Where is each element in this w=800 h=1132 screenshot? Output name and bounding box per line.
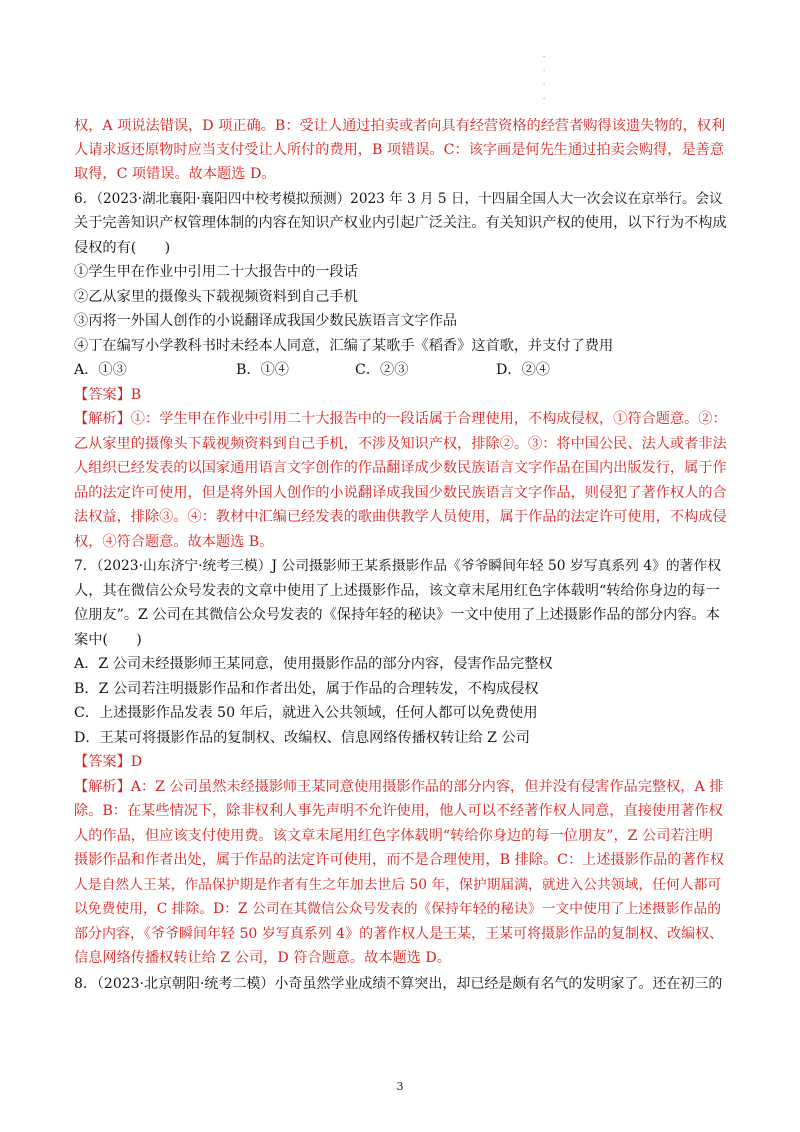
q6-stem-line-2: 关于完善知识产权管理体制的内容在知识产权业内引起广泛关注。有关知识产权的使用，以下行为不构成 [74,215,727,231]
q6-stem-line-3: 侵权的有( ) [74,240,171,256]
q7-option-b: B．Z 公司若注明摄影作品和作者出处，属于作品的合理转发，不构成侵权 [74,681,539,697]
q6-analysis-line-2: 乙从家里的摄像头下载视频资料到自己手机，不涉及知识产权，排除②。③：将中国公民、法人或者非法 [74,436,727,452]
q6-analysis-line-4: 品的法定许可使用，但是将外国人创作的小说翻译成我国少数民族语言文字作品，则侵犯了著作权人的合 [74,485,727,501]
q6-analysis-line-6: 权，④符合题意。故本题选 B。 [74,534,274,550]
q6-item-3: ③丙将一外国人创作的小说翻译成我国少数民族语言文字作品 [74,313,458,329]
prev-analysis-line-3: 取得，C 项错误。故本题选 D。 [74,166,276,182]
q6-option-d: D．②④ [496,362,550,378]
q7-stem-line-1: 7．（2023·山东济宁·统考三模）J 公司摄影师王某系摄影作品《爷爷瞬间年轻 50 岁写真系列 4》的著作权 [74,558,722,574]
q6-analysis-line-5: 法权益，排除③。④：教材中汇编已经发表的歌曲供教学人员使用，属于作品的法定许可使用，不构成侵 [74,509,727,525]
q7-option-c: C．上述摄影作品发表 50 年后，就进入公共领域，任何人都可以免费使用 [74,705,538,721]
q8-stem-line-1: 8．（2023·北京朝阳·统考二模）小奇虽然学业成绩不算突出，却已经是颇有名气的发明家了。还在初三的 [74,976,723,992]
q7-analysis-line-4: 摄影作品和作者出处，属于作品的法定许可使用，而不是合理使用，B 排除。C：上述摄影作品的著作权 [74,852,725,868]
q6-answer: 【答案】B [74,387,142,403]
q7-answer: 【答案】D [74,754,143,770]
q6-item-1: ①学生甲在作业中引用二十大报告中的一段话 [74,264,358,280]
q7-analysis-line-1: 【解析】A：Z 公司虽然未经摄影师王某同意使用摄影作品的部分内容，但并没有侵害作品完整权，A 排 [74,779,724,795]
q7-stem-line-3: 位朋友”。Z 公司在其微信公众号发表的《保持年轻的秘诀》一文中使用了上述摄影作品的部分内容。本 [74,607,720,623]
q7-option-d: D．王某可将摄影作品的复制权、改编权、信息网络传播权转让给 Z 公司 [74,730,530,746]
prev-analysis-line-1: 权，A 项说法错误，D 项正确。B：受让人通过拍卖或者向具有经营资格的经营者购得该遗失物的，权利 [74,118,726,134]
q6-option-a: A．①③ [74,362,127,378]
page-number: 3 [396,1080,404,1093]
q7-analysis-line-7: 部分内容，《爷爷瞬间年轻 50 岁写真系列 4》的著作权人是王某，王某可将摄影作品的复制权、改编权、 [74,926,724,942]
q6-stem-line-1: 6．（2023·湖北襄阳·襄阳四中校考模拟预测）2023 年 3 月 5 日，十四届全国人大一次会议在京举行。会议 [74,191,723,207]
q7-stem-line-4: 案中( ) [74,632,142,648]
prev-analysis-line-2: 人请求返还原物时应当支付受让人所付的费用，B 项错误。C：该字画是何先生通过拍卖会购得，是善意 [74,142,725,158]
q7-option-a: A．Z 公司未经摄影师王某同意，使用摄影作品的部分内容，侵害作品完整权 [74,656,553,672]
header-dots: . . . . [542,50,546,101]
q7-analysis-line-2: 除。B：在某些情况下，除非权利人事先声明不允许使用，他人可以不经著作权人同意，直接使用著作权 [74,803,723,819]
q6-option-c: C．②③ [355,362,409,378]
q7-analysis-line-8: 信息网络传播权转让给 Z 公司，D 符合题意。故本题选 D。 [74,950,451,966]
q6-item-4: ④丁在编写小学教科书时未经本人同意，汇编了某歌手《稻香》这首歌，并支付了费用 [74,338,614,354]
q7-analysis-line-6: 以免费使用，C 排除。D：Z 公司在其微信公众号发表的《保持年轻的秘诀》一文中使用了上述摄影作品的 [74,901,722,917]
q6-analysis-line-3: 人组织已经发表的以国家通用语言文字创作的作品翻译成少数民族语言文字作品在国内出版发行，属于作 [74,460,727,476]
q7-analysis-line-3: 人的作品，但应该支付使用费。该文章末尾用红色字体载明“转给你身边的每一位朋友”，Z 公司若注明 [74,828,713,844]
q6-option-b: B．①④ [236,362,289,378]
q6-item-2: ②乙从家里的摄像头下载视频资料到自己手机 [74,289,358,305]
q7-stem-line-2: 人，其在微信公众号发表的文章中使用了上述摄影作品，该文章末尾用红色字体载明“转给你身边的每一 [74,583,720,599]
q7-analysis-line-5: 人是自然人王某，作品保护期是作者有生之年加去世后 50 年，保护期届满，就进入公共领域，任何人都可 [74,877,722,893]
q6-analysis-line-1: 【解析】①：学生甲在作业中引用二十大报告中的一段话属于合理使用，不构成侵权，①符合题意。②： [74,411,727,427]
